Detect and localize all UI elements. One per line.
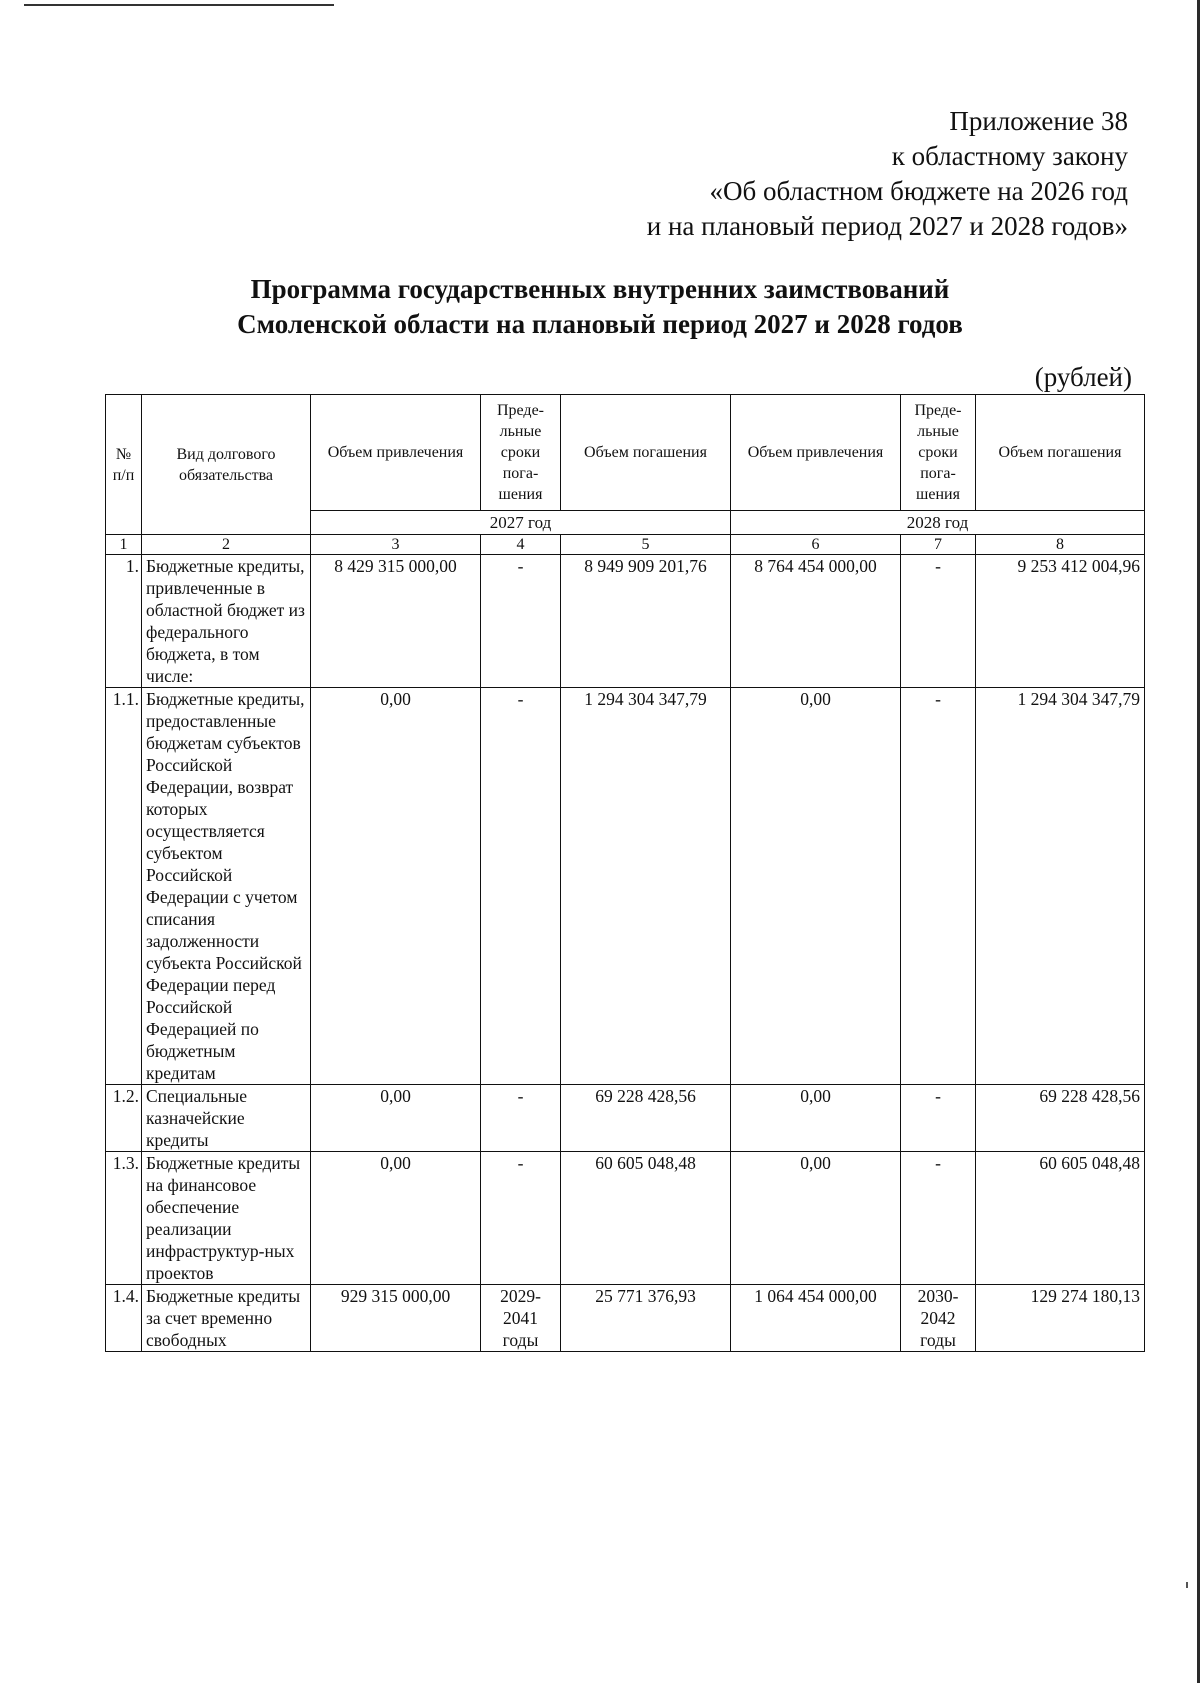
attract-2028-value: 0,00 xyxy=(731,1085,901,1152)
terms-2028-value: - xyxy=(901,688,976,1085)
repay-2027-value: 69 228 428,56 xyxy=(561,1085,731,1152)
table-row xyxy=(106,688,1145,1085)
column-number: 3 xyxy=(311,535,481,555)
obligation-name: Бюджетные кредиты на финансовое обеспечение реализации инфраструктур-ных проектов xyxy=(142,1152,311,1285)
terms-2027-value: - xyxy=(481,1085,561,1152)
borrowing-program-table xyxy=(105,394,1145,1352)
obligation-name: Бюджетные кредиты за счет временно свободных xyxy=(142,1285,311,1352)
header-terms-2028: Преде-льные сроки пога-шения xyxy=(901,395,976,511)
column-number-row xyxy=(106,535,1145,555)
row-number: 1. xyxy=(106,555,142,688)
repay-2028-value: 69 228 428,56 xyxy=(976,1085,1145,1152)
attract-2028-value: 1 064 454 000,00 xyxy=(731,1285,901,1352)
attract-2028-value: 0,00 xyxy=(731,1152,901,1285)
header-repay-2027: Объем погашения xyxy=(561,395,731,511)
repay-2028-value: 60 605 048,48 xyxy=(976,1152,1145,1285)
attract-2027-value: 0,00 xyxy=(311,1152,481,1285)
table-header-row xyxy=(106,395,1145,511)
row-number: 1.2. xyxy=(106,1085,142,1152)
obligation-name: Специальные казначейские кредиты xyxy=(142,1085,311,1152)
appendix-header xyxy=(647,104,1128,244)
year-2027: 2027 год xyxy=(311,511,731,535)
repay-2027-value: 8 949 909 201,76 xyxy=(561,555,731,688)
table-row xyxy=(106,1152,1145,1285)
scan-edge-mark xyxy=(1186,1582,1188,1588)
column-number: 6 xyxy=(731,535,901,555)
column-number: 7 xyxy=(901,535,976,555)
table-row xyxy=(106,1085,1145,1152)
repay-2028-value: 1 294 304 347,79 xyxy=(976,688,1145,1085)
obligation-name: Бюджетные кредиты, предоставленные бюджетам субъектов Российской Федерации, возврат которых осуществляется субъектом Российской Федерации с учетом списания задолженности субъекта Российской Федерации перед Российской Федерацией по бюджетным кредитам xyxy=(142,688,311,1085)
obligation-name: Бюджетные кредиты, привлеченные в областной бюджет из федерального бюджета, в том числе: xyxy=(142,555,311,688)
repay-2027-value: 25 771 376,93 xyxy=(561,1285,731,1352)
document-title xyxy=(0,272,1200,342)
attract-2028-value: 0,00 xyxy=(731,688,901,1085)
attract-2027-value: 0,00 xyxy=(311,688,481,1085)
attract-2028-value: 8 764 454 000,00 xyxy=(731,555,901,688)
year-2028: 2028 год xyxy=(731,511,1145,535)
column-number: 1 xyxy=(106,535,142,555)
appendix-line-4: и на плановый период 2027 и 2028 годов» xyxy=(646,211,1128,241)
title-line-1: Программа государственных внутренних заимствований xyxy=(250,274,950,304)
terms-2028-value: 2030-2042 годы xyxy=(901,1285,976,1352)
repay-2027-value: 1 294 304 347,79 xyxy=(561,688,731,1085)
row-number: 1.4. xyxy=(106,1285,142,1352)
header-obligation-type: Вид долгового обязательства xyxy=(142,395,311,535)
table-row xyxy=(106,1285,1145,1352)
row-number: 1.3. xyxy=(106,1152,142,1285)
attract-2027-value: 929 315 000,00 xyxy=(311,1285,481,1352)
attract-2027-value: 0,00 xyxy=(311,1085,481,1152)
title-line-2: Смоленской области на плановый период 2027 и 2028 годов xyxy=(237,309,963,339)
header-num: № п/п xyxy=(106,395,142,535)
terms-2027-value: - xyxy=(481,1152,561,1285)
terms-2028-value: - xyxy=(901,555,976,688)
row-number: 1.1. xyxy=(106,688,142,1085)
column-number: 5 xyxy=(561,535,731,555)
attract-2027-value: 8 429 315 000,00 xyxy=(311,555,481,688)
table-row xyxy=(106,555,1145,688)
terms-2027-value: - xyxy=(481,555,561,688)
repay-2028-value: 129 274 180,13 xyxy=(976,1285,1145,1352)
terms-2027-value: 2029-2041 годы xyxy=(481,1285,561,1352)
terms-2027-value: - xyxy=(481,688,561,1085)
terms-2028-value: - xyxy=(901,1152,976,1285)
header-attract-2027: Объем привлечения xyxy=(311,395,481,511)
column-number: 4 xyxy=(481,535,561,555)
terms-2028-value: - xyxy=(901,1085,976,1152)
column-number: 2 xyxy=(142,535,311,555)
repay-2027-value: 60 605 048,48 xyxy=(561,1152,731,1285)
appendix-line-1: Приложение 38 xyxy=(949,106,1128,136)
column-number: 8 xyxy=(976,535,1145,555)
top-border-line xyxy=(24,4,334,6)
appendix-line-3: «Об областном бюджете на 2026 год xyxy=(709,176,1128,206)
header-repay-2028: Объем погашения xyxy=(976,395,1145,511)
repay-2028-value: 9 253 412 004,96 xyxy=(976,555,1145,688)
header-attract-2028: Объем привлечения xyxy=(731,395,901,511)
appendix-line-2: к областному закону xyxy=(891,141,1128,171)
header-terms-2027: Преде-льные сроки пога-шения xyxy=(481,395,561,511)
units-label: (рублей) xyxy=(1034,362,1132,392)
